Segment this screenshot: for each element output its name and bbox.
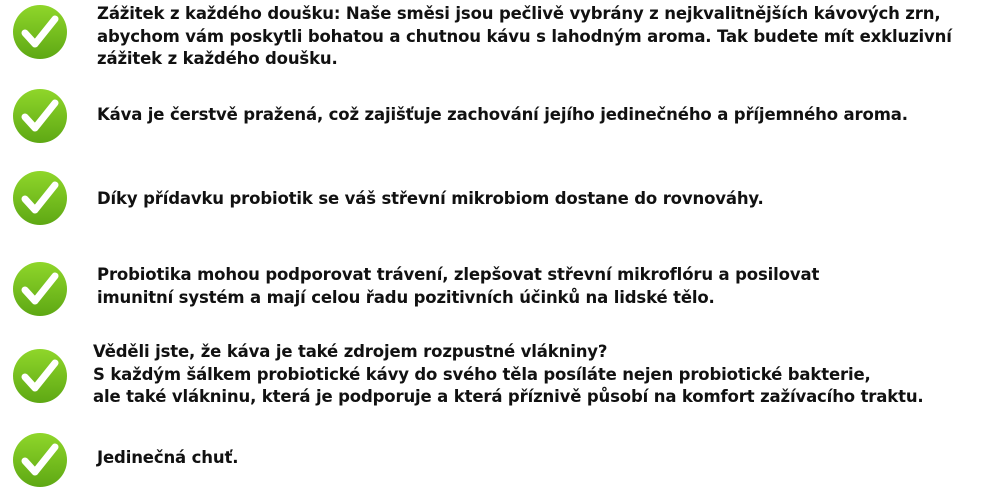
benefit-text <box>97 3 952 71</box>
checkmark-icon <box>12 261 68 317</box>
text-line: imunitní systém a mají celou řadu pozitivních účinků na lidské tělo. <box>97 287 715 307</box>
benefit-text <box>97 188 764 211</box>
checkmark-icon <box>12 170 68 226</box>
text-line: Probiotika mohou podporovat trávení, zlepšovat střevní mikroflóru a posilovat <box>97 265 820 284</box>
benefit-text <box>93 341 924 409</box>
checkmark-icon <box>12 88 68 144</box>
text-line: abychom vám poskytli bohatou a chutnou kávu s lahodným aroma. Tak budete mít exkluzivní <box>97 26 952 46</box>
text-line: ale také vlákninu, která je podporuje a která příznivě působí na komfort zažívacího traktu. <box>93 387 924 406</box>
text-line: S každým šálkem probiotické kávy do svého těla posíláte nejen probiotické bakterie, <box>93 364 871 384</box>
text-line: Zážitek z každého doušku: Naše směsi jsou pečlivě vybrány z nejkvalitnějších kávových zrn, <box>97 4 941 23</box>
checkmark-icon <box>12 432 68 488</box>
benefit-text <box>97 264 819 309</box>
benefit-text <box>97 447 238 470</box>
text-line: Jedinečná chuť. <box>97 448 239 467</box>
checkmark-icon <box>12 348 68 404</box>
checkmark-icon <box>12 4 68 60</box>
text-line: Věděli jste, že káva je také zdrojem rozpustné vlákniny? <box>93 342 608 361</box>
text-line: Díky přídavku probiotik se váš střevní mikrobiom dostane do rovnováhy. <box>97 189 764 208</box>
benefit-text <box>97 104 908 127</box>
text-line: zážitek z každého doušku. <box>97 49 338 68</box>
text-line: Káva je čerstvě pražená, což zajišťuje zachování jejího jedinečného a příjemného aroma. <box>97 105 908 124</box>
